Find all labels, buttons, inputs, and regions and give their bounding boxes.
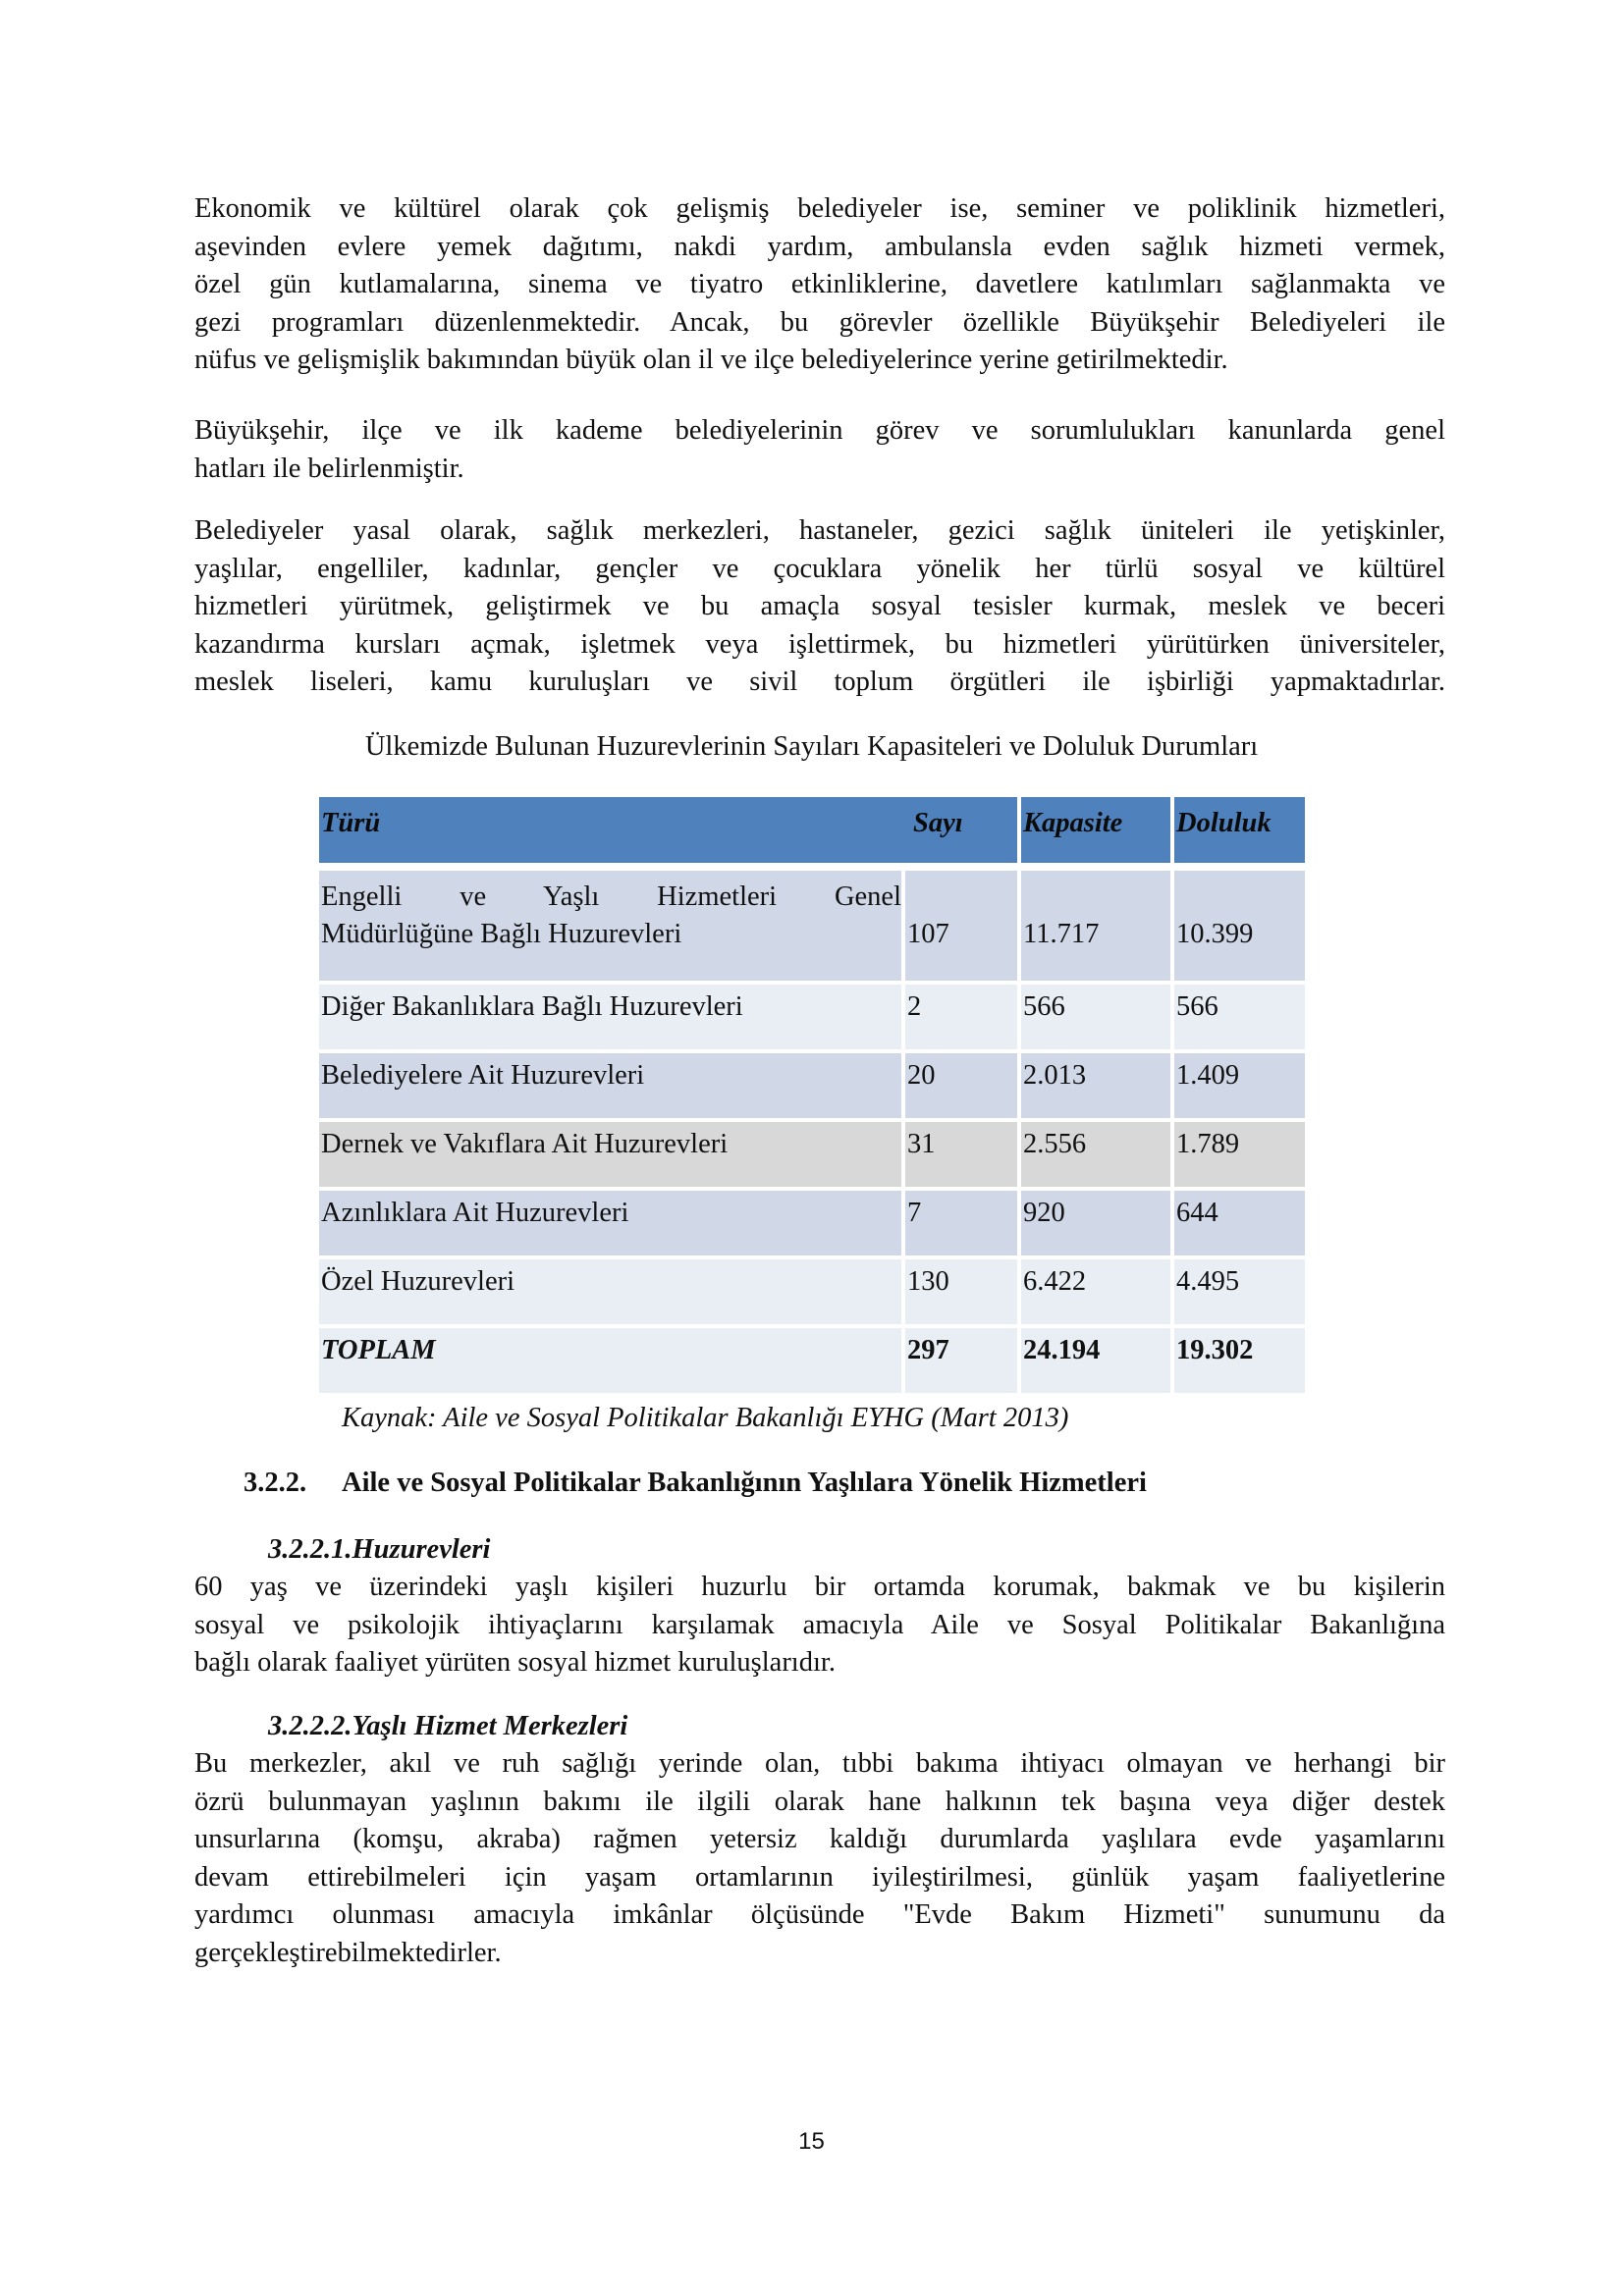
page-number: 15 — [798, 2128, 825, 2155]
cell-capacity: 920 — [1021, 1191, 1170, 1255]
cell-count: 7 — [905, 1191, 1017, 1255]
cell-capacity: 2.013 — [1021, 1053, 1170, 1118]
paragraph-municipal-services — [194, 190, 1445, 380]
table-row — [319, 1191, 1305, 1255]
cell-total-occupancy: 19.302 — [1174, 1328, 1305, 1393]
header-type: Türü — [321, 808, 381, 838]
cell-type-line: Engelli ve Yaşlı Hizmetleri Genel — [321, 881, 901, 912]
text-line: gerçekleştirebilmektedirler. — [194, 1937, 502, 1968]
text-line: gezi programları düzenlenmektedir. Ancak, bu görevler özellikle Büyükşehir Belediyeleri ile — [194, 306, 1445, 338]
cell-total-capacity: 24.194 — [1021, 1328, 1170, 1393]
text-line: nüfus ve gelişmişlik bakımından büyük olan il ve ilçe belediyelerince yerine getirilmektedir. — [194, 345, 1228, 375]
cell-type: Özel Huzurevleri — [319, 1259, 901, 1324]
cell-type: Diğer Bakanlıklara Bağlı Huzurevleri — [319, 985, 901, 1049]
cell-capacity: 6.422 — [1021, 1259, 1170, 1324]
cell-count: 107 — [905, 871, 1017, 981]
text-line: bağlı olarak faaliyet yürüten sosyal hizmet kuruluşlarıdır. — [194, 1647, 836, 1678]
text-line: Ekonomik ve kültürel olarak çok gelişmiş belediyeler ise, seminer ve poliklinik hizmetleri, — [194, 193, 1445, 224]
cell-count: 130 — [905, 1259, 1017, 1324]
cell-total-count: 297 — [905, 1328, 1017, 1393]
cell-capacity: 11.717 — [1021, 871, 1170, 981]
section-number: 3.2.2. — [243, 1468, 307, 1498]
text-line: Bu merkezler, akıl ve ruh sağlığı yerinde olan, tıbbi bakıma ihtiyacı olmayan ve herhangi bir — [194, 1748, 1445, 1779]
section-title: Aile ve Sosyal Politikalar Bakanlığının Yaşlılara Yönelik Hizmetleri — [342, 1468, 1147, 1498]
text-line: meslek liseleri, kamu kuruluşları ve sivil toplum örgütleri ile işbirliği yapmaktadırlar. — [194, 667, 1445, 697]
cell-type: Belediyelere Ait Huzurevleri — [319, 1053, 901, 1118]
header-occupancy: Doluluk — [1174, 797, 1305, 863]
text-line: unsurlarına (komşu, akraba) rağmen yetersiz kaldığı durumlarda yaşlılara evde yaşamlarını — [194, 1824, 1445, 1854]
header-type-count — [319, 797, 1017, 863]
text-line: hizmetleri yürütmek, geliştirmek ve bu amaçla sosyal tesisler kurmak, meslek ve beceri — [194, 591, 1445, 621]
cell-type: Dernek ve Vakıflara Ait Huzurevleri — [319, 1122, 901, 1187]
cell-capacity: 2.556 — [1021, 1122, 1170, 1187]
text-line: Belediyeler yasal olarak, sağlık merkezleri, hastaneler, gezici sağlık üniteleri ile yetişkinler, — [194, 515, 1445, 546]
table-caption: Ülkemizde Bulunan Huzurevlerinin Sayıları Kapasiteleri ve Doluluk Durumları — [364, 731, 1259, 762]
table-row — [319, 1259, 1305, 1324]
cell-occupancy: 1.789 — [1174, 1122, 1305, 1187]
text-line: yardımcı olunması amacıyla imkânlar ölçüsünde "Evde Bakım Hizmeti" sunumunu da — [194, 1899, 1445, 1930]
text-line: devam ettirebilmeleri için yaşam ortamlarının iyileştirilmesi, günlük yaşam faaliyetlerine — [194, 1861, 1445, 1893]
paragraph-legal-duties — [194, 512, 1445, 702]
cell-count: 2 — [905, 985, 1017, 1049]
text-line: hatları ile belirlenmiştir. — [194, 453, 464, 484]
table-row — [319, 1122, 1305, 1187]
header-count: Sayı — [913, 808, 963, 838]
header-capacity: Kapasite — [1021, 797, 1170, 863]
paragraph-huzurevleri — [194, 1569, 1445, 1682]
cell-occupancy: 10.399 — [1174, 871, 1305, 981]
cell-total-label: TOPLAM — [319, 1328, 901, 1393]
subsection-heading-huzurevleri: 3.2.2.1.Huzurevleri — [268, 1534, 491, 1565]
table-row — [319, 985, 1305, 1049]
text-line: aşevinden evlere yemek dağıtımı, nakdi yardım, ambulansla evden sağlık hizmeti vermek, — [194, 231, 1445, 262]
text-line: kazandırma kursları açmak, işletmek veya işlettirmek, bu hizmetleri yürütürken üniversiteler, — [194, 628, 1445, 660]
text-line: sosyal ve psikolojik ihtiyaçlarını karşılamak amacıyla Aile ve Sosyal Politikalar Bakanlığına — [194, 1609, 1445, 1640]
paragraph-yasli-hizmet — [194, 1745, 1445, 1972]
paragraph-responsibilities — [194, 412, 1445, 488]
text-line: yaşlılar, engelliler, kadınlar, gençler ve çocuklara yönelik her türlü sosyal ve kültürel — [194, 553, 1445, 584]
cell-count: 31 — [905, 1122, 1017, 1187]
cell-type-line: Müdürlüğüne Bağlı Huzurevleri — [321, 919, 682, 949]
cell-type: Azınlıklara Ait Huzurevleri — [319, 1191, 901, 1255]
table-total-row — [319, 1328, 1305, 1393]
text-line: Büyükşehir, ilçe ve ilk kademe belediyelerinin görev ve sorumlulukları kanunlarda genel — [194, 415, 1445, 446]
text-line: 60 yaş ve üzerindeki yaşlı kişileri huzurlu bir ortamda korumak, bakmak ve bu kişilerin — [194, 1572, 1445, 1602]
text-line: özrü bulunmayan yaşlının bakımı ile ilgili olarak hane halkının tek başına veya diğer destek — [194, 1786, 1445, 1817]
table-row — [319, 871, 1305, 981]
cell-occupancy: 1.409 — [1174, 1053, 1305, 1118]
subsection-heading-yasli-hizmet: 3.2.2.2.Yaşlı Hizmet Merkezleri — [268, 1711, 628, 1741]
cell-occupancy: 566 — [1174, 985, 1305, 1049]
table-header-row — [319, 797, 1305, 863]
cell-occupancy: 644 — [1174, 1191, 1305, 1255]
cell-type — [319, 871, 901, 981]
cell-capacity: 566 — [1021, 985, 1170, 1049]
section-heading — [243, 1465, 1147, 1502]
text-line: özel gün kutlamalarına, sinema ve tiyatro etkinliklerine, davetlere katılımları sağlanmakta ve — [194, 269, 1445, 299]
table-row — [319, 1053, 1305, 1118]
cell-count: 20 — [905, 1053, 1017, 1118]
cell-occupancy: 4.495 — [1174, 1259, 1305, 1324]
table-source: Kaynak: Aile ve Sosyal Politikalar Bakanlığı EYHG (Mart 2013) — [342, 1403, 1069, 1433]
